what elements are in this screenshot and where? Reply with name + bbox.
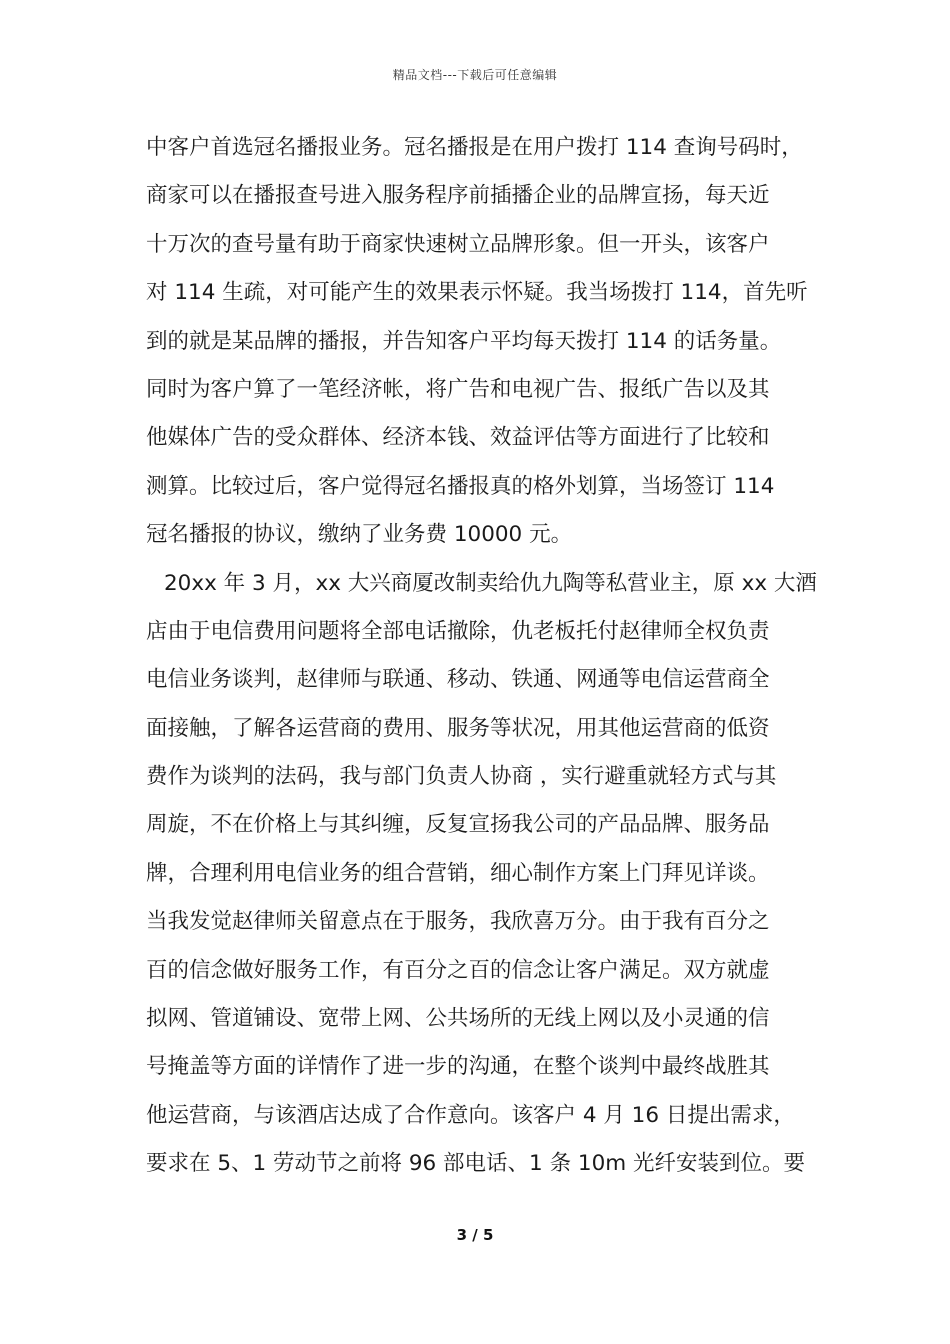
body-line: 百的信念做好服务工作，有百分之百的信念让客户满足。双方就虚 <box>146 957 770 983</box>
body-line: 要求在 5、1 劳动节之前将 96 部电话、1 条 10m 光纤安装到位。要 <box>146 1151 806 1177</box>
body-line: 号掩盖等方面的详情作了进一步的沟通，在整个谈判中最终战胜其 <box>146 1054 770 1080</box>
body-line: 十万次的查号量有助于商家快速树立品牌形象。但一开头，该客户 <box>146 231 770 257</box>
body-line: 对 114 生疏，对可能产生的效果表示怀疑。我当场拨打 114，首先听 <box>146 280 808 306</box>
body-line: 电信业务谈判，赵律师与联通、移动、铁通、网通等电信运营商全 <box>146 667 770 693</box>
body-line: 牌，合理利用电信业务的组合营销，细心制作方案上门拜见详谈。 <box>146 860 770 886</box>
body-line: 店由于电信费用问题将全部电话撤除，仇老板托付赵律师全权负责 <box>146 618 770 644</box>
body-line: 拟网、管道铺设、宽带上网、公共场所的无线上网以及小灵通的信 <box>146 1006 770 1032</box>
body-line: 费作为谈判的法码，我与部门负责人协商 ，实行避重就轻方式与其 <box>146 764 777 790</box>
body-line: 当我发觉赵律师关留意点在于服务，我欣喜万分。由于我有百分之 <box>146 909 770 935</box>
body-line: 同时为客户算了一笔经济帐，将广告和电视广告、报纸广告以及其 <box>146 376 770 402</box>
body-line: 他运营商，与该酒店达成了合作意向。该客户 4 月 16 日提出需求， <box>146 1102 795 1128</box>
body-line: 面接触，了解各运营商的费用、服务等状况，用其他运营商的低资 <box>146 715 770 741</box>
body-line: 冠名播报的协议，缴纳了业务费 10000 元。 <box>146 522 573 548</box>
page-number: 3 / 5 <box>456 1226 494 1244</box>
body-line: 周旋，不在价格上与其纠缠，反复宣扬我公司的产品品牌、服务品 <box>146 812 770 838</box>
body-line: 中客户首选冠名播报业务。冠名播报是在用户拨打 114 查询号码时， <box>146 135 803 160</box>
body-line: 20xx 年 3 月，xx 大兴商厦改制卖给仇九陶等私营业主，原 xx 大酒 <box>164 570 817 596</box>
page-header: 精品文档---下载后可任意编辑 <box>392 68 558 82</box>
body-line: 测算。比较过后，客户觉得冠名播报真的格外划算，当场签订 114 <box>146 473 775 499</box>
body-line: 商家可以在播报查号进入服务程序前插播企业的品牌宣扬，每天近 <box>146 183 770 209</box>
body-line: 到的就是某品牌的播报，并告知客户平均每天拨打 114 的话务量。 <box>146 328 782 354</box>
body-text <box>146 124 817 1189</box>
body-line: 他媒体广告的受众群体、经济本钱、效益评估等方面进行了比较和 <box>146 425 770 451</box>
